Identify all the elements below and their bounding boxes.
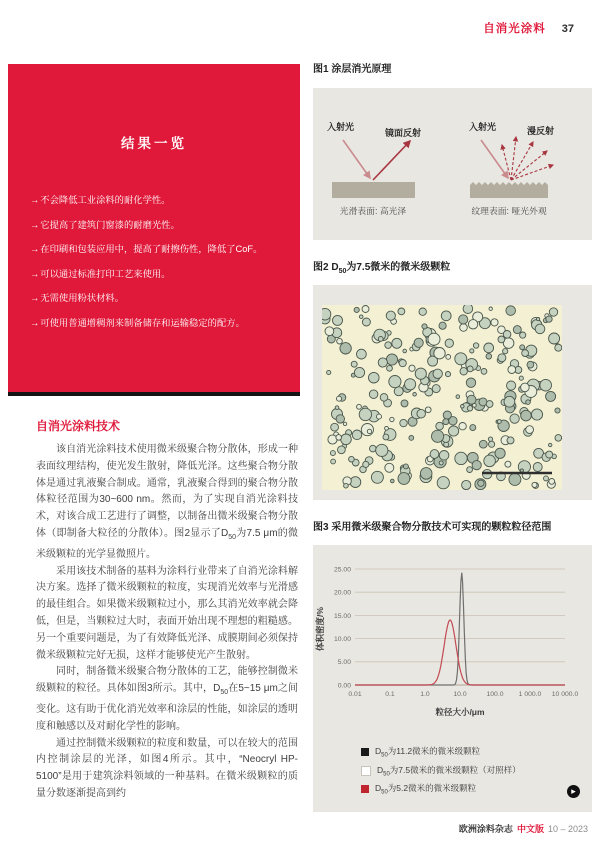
y-tick-label: 25.00 — [333, 566, 351, 574]
particle-size-chart — [313, 549, 592, 745]
next-page-arrow-icon: ▸ — [567, 785, 580, 798]
results-title: 结果一览 — [121, 136, 187, 151]
y-tick-label: 5.00 — [337, 659, 351, 667]
diffuse-ray-5 — [511, 165, 553, 180]
figure1-caption: 图1 涂层消光原理 — [313, 64, 392, 75]
arrow-icon: → — [30, 244, 40, 255]
legend-item — [361, 764, 521, 778]
textured-surface-label: 纹理表面: 哑光外观 — [471, 206, 547, 216]
distribution-curve — [355, 620, 565, 685]
legend-swatch-icon — [361, 748, 369, 756]
results-bullet-list — [30, 194, 282, 329]
x-tick-label: 0.1 — [385, 691, 395, 698]
results-overview-box — [8, 64, 300, 396]
chart-ylabel: 体积密度/% — [315, 607, 325, 651]
article-body — [36, 442, 298, 814]
x-tick-label: 1.0 — [420, 691, 430, 698]
page-number: 37 — [561, 23, 574, 35]
body-paragraph: 通过控制微米级颗粒的粒度和数量，可以在较大的范围内控制涂层的光泽，如图4所示。其中，“Neocryl HP-5100”是用于建筑涂料领域的一种基料。在微米级颗粒的质量分数逐渐提高到约 — [36, 737, 298, 799]
legend-item — [361, 782, 521, 796]
body-paragraph: 该自消光涂料技术使用微米级聚合物分散体，形成一种表面纹理结构，使光发生散射，降低光泽。这些聚合物分散体是通过乳液聚合制成。通常，乳液聚合得到的聚合物分散体粒径范围为30~600 nm。然而，为了实现自消光涂料技术，对该合成工艺进行了调整，以制备出微米级聚合物分散体（即制备大粒径的分散体）。图2显示了$D_{50}$为7.5 μm的微米级颗粒的光学显微照片。 — [36, 444, 298, 560]
result-bullet: →可以通过标准打印工艺来使用。 — [30, 268, 171, 279]
textured-surface-bar — [470, 182, 548, 198]
x-tick-label: 0.01 — [348, 691, 362, 698]
legend-label: $D_{50}$为5.2微米的微米级颗粒 — [375, 783, 477, 797]
x-tick-label: 10 000.0 — [551, 691, 579, 698]
legend-label: $D_{50}$为7.5微米的微米级颗粒（对照样） — [377, 764, 521, 778]
result-bullet: →不会降低工业涂料的耐化学性。 — [30, 195, 171, 205]
smooth-surface-label: 光滑表面: 高光泽 — [339, 206, 407, 216]
incident-ray-left — [343, 140, 370, 178]
body-paragraph: 同时，制备微米级聚合物分散体的工艺，能够控制微米级颗粒的粒径。具体如图3所示。其中，$D_{50}$在5~15 μm之间变化。这有助于优化消光效率和涂层的性能，如涂层的透明度和触感以及对耐化学性的影响。 — [36, 666, 298, 732]
arrow-icon: → — [30, 219, 40, 230]
incident-ray-right — [481, 140, 508, 178]
y-tick-label: 10.00 — [333, 636, 351, 643]
page-header — [483, 20, 574, 36]
footer-issue: 10 – 2023 — [547, 824, 588, 834]
diffuse-ray-4 — [511, 151, 547, 180]
figure1-panel — [313, 88, 592, 240]
x-tick-label: 10.0 — [453, 691, 467, 698]
footer-edition: 中文版 — [516, 824, 544, 834]
chart-xlabel: 粒径大小/μm — [435, 707, 485, 717]
arrow-icon: → — [30, 317, 40, 328]
y-tick-label: 20.00 — [333, 589, 351, 597]
result-bullet: →它提高了建筑门窗漆的耐磨光性。 — [30, 219, 180, 230]
specular-ray — [373, 141, 410, 180]
incident-light-label-right: 入射光 — [469, 122, 497, 132]
result-bullet: →在印刷和包装应用中，提高了耐擦伤性，降低了CoF。 — [30, 244, 263, 255]
arrow-icon: → — [30, 195, 40, 205]
result-bullet: →可使用普通增稠剂来制备储存和运输稳定的配方。 — [30, 317, 245, 328]
x-tick-label: 1 000.0 — [518, 691, 542, 698]
diffuse-reflection-label: 漫反射 — [527, 126, 555, 136]
arrow-icon: → — [30, 268, 40, 279]
figure3-caption: 图3 采用微米级聚合物分散技术可实现的颗粒粒径范围 — [313, 522, 552, 533]
section-title: 自消光涂料技术 — [36, 419, 121, 433]
incident-light-label-left: 入射光 — [327, 122, 355, 132]
y-tick-label: 0.00 — [337, 682, 351, 690]
figure2-panel — [313, 285, 592, 500]
legend-item — [361, 745, 521, 759]
legend-swatch-icon — [361, 785, 369, 793]
matting-principle-diagram — [313, 88, 592, 240]
y-tick-label: 15.00 — [333, 612, 351, 620]
legend-label: $D_{50}$为11.2微米的微米级颗粒 — [375, 746, 481, 759]
result-bullet: →无需使用粉状材料。 — [30, 293, 124, 304]
header-topic: 自消光涂料 — [483, 23, 546, 35]
body-paragraph: 采用该技术制备的基料为涂料行业带来了自消光涂料解决方案。选择了微米级颗粒的粒度，实现消光效率与光滑感的最佳组合。如果微米级颗粒过小，那么其消光效率就会降低，但是，当颗粒过大时，表面开始出现不理想的粗糙感。另一个重要问题是，为了有效降低光泽、成膜期间必须保持微米级颗粒完好无损，这样才能够使光产生散射。 — [36, 565, 298, 661]
smooth-surface-bar — [332, 182, 415, 198]
x-tick-label: 100.0 — [486, 691, 504, 698]
chart-legend — [361, 745, 521, 801]
specular-reflection-label: 镜面反射 — [385, 128, 422, 138]
page-footer — [459, 822, 588, 835]
arrow-icon: → — [30, 293, 40, 304]
legend-swatch-icon — [361, 766, 371, 776]
footer-journal: 欧洲涂料杂志 — [458, 824, 513, 834]
figure2-caption: 图2 $D_{50}$为7.5微米的微米级颗粒 — [313, 262, 451, 275]
figure3-panel — [313, 545, 592, 812]
micrograph-image — [322, 305, 562, 490]
